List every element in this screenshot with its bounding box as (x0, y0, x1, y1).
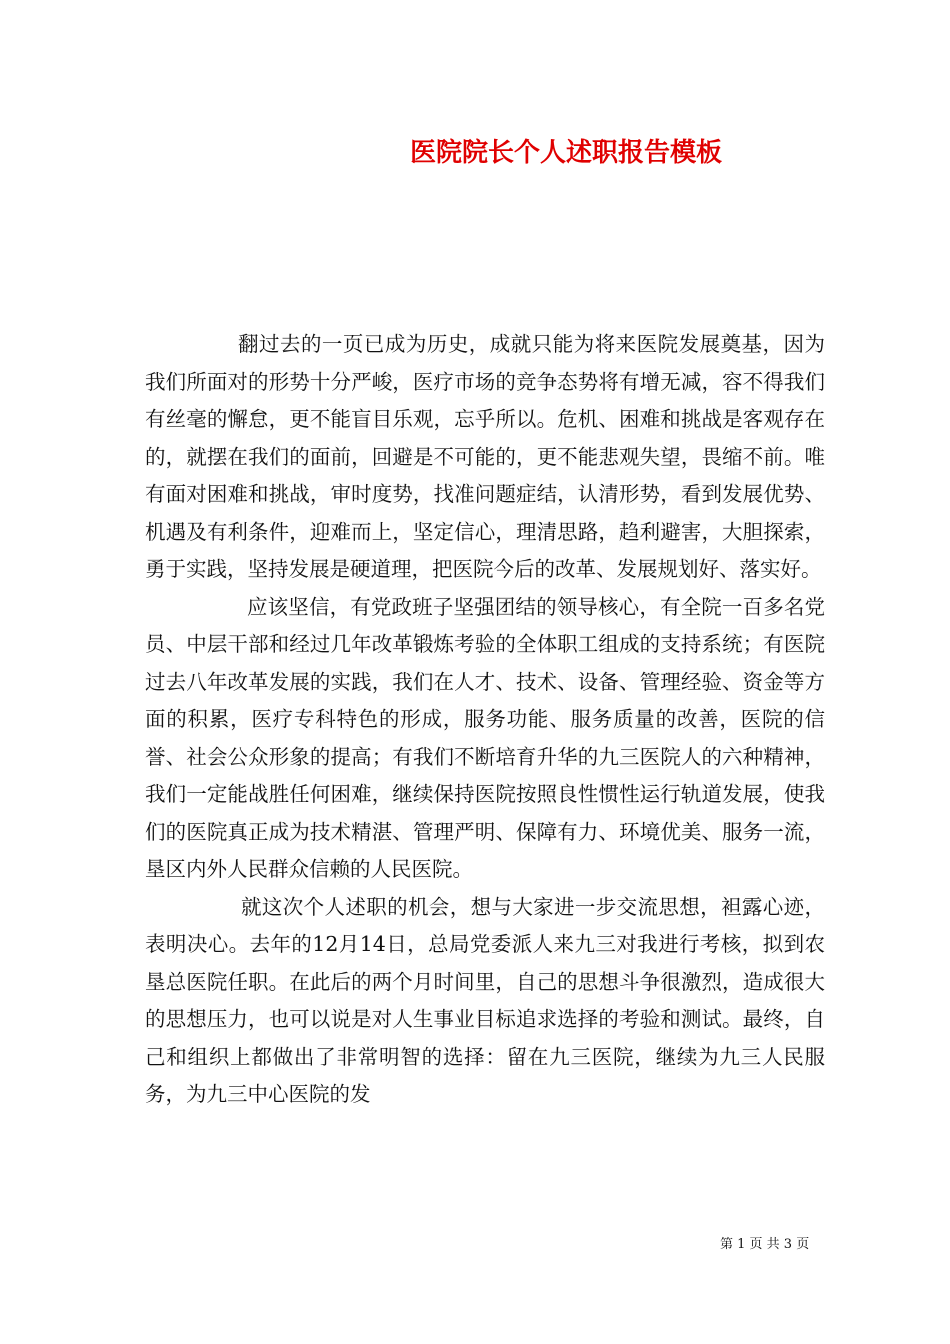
paragraph-3: 就这次个人述职的机会，想与大家进一步交流思想，袒露心迹，表明决心。去年的12月14日，总局党委派人来九三对我进行考核，拟到农垦总医院任职。在此后的两个月时间里，自己的思想斗争很激烈，造成很大的思想压力，也可以说是对人生事业目标追求选择的考验和测试。最终，自己和组织上都做出了非常明智的选择：留在九三医院，继续为九三人民服务，为九三中心医院的发 (145, 894, 825, 1106)
page-number-footer: 第 1 页 共 3 页 (720, 1237, 810, 1252)
paragraph-2: 应该坚信，有党政班子坚强团结的领导核心，有全院一百多名党员、中层干部和经过几年改革锻炼考验的全体职工组成的支持系统；有医院过去八年改革发展的实践，我们在人才、技术、设备、管理经验、资金等方面的积累，医疗专科特色的形成，服务功能、服务质量的改善，医院的信誉、社会公众形象的提高；有我们不断培育升华的九三医院人的六种精神，我们一定能战胜任何困难，继续保持医院按照良性惯性运行轨道发展，使我们的医院真正成为技术精湛、管理严明、保障有力、环境优美、服务一流，垦区内外人民群众信赖的人民医院。 (145, 594, 825, 881)
document-body (145, 326, 825, 1114)
paragraph-1: 翻过去的一页已成为历史，成就只能为将来医院发展奠基，因为我们所面对的形势十分严峻，医疗市场的竞争态势将有增无减，容不得我们有丝毫的懈怠，更不能盲目乐观，忘乎所以。危机、困难和挑战是客观存在的，就摆在我们的面前，回避是不可能的，更不能悲观失望，畏缩不前。唯有面对困难和挑战，审时度势，找准问题症结，认清形势，看到发展优势、机遇及有利条件，迎难而上，坚定信心，理清思路，趋利避害，大胆探索，勇于实践，坚持发展是硬道理，把医院今后的改革、发展规划好、落实好。 (145, 332, 825, 581)
document-title: 医院院长个人述职报告模板 (410, 138, 723, 168)
